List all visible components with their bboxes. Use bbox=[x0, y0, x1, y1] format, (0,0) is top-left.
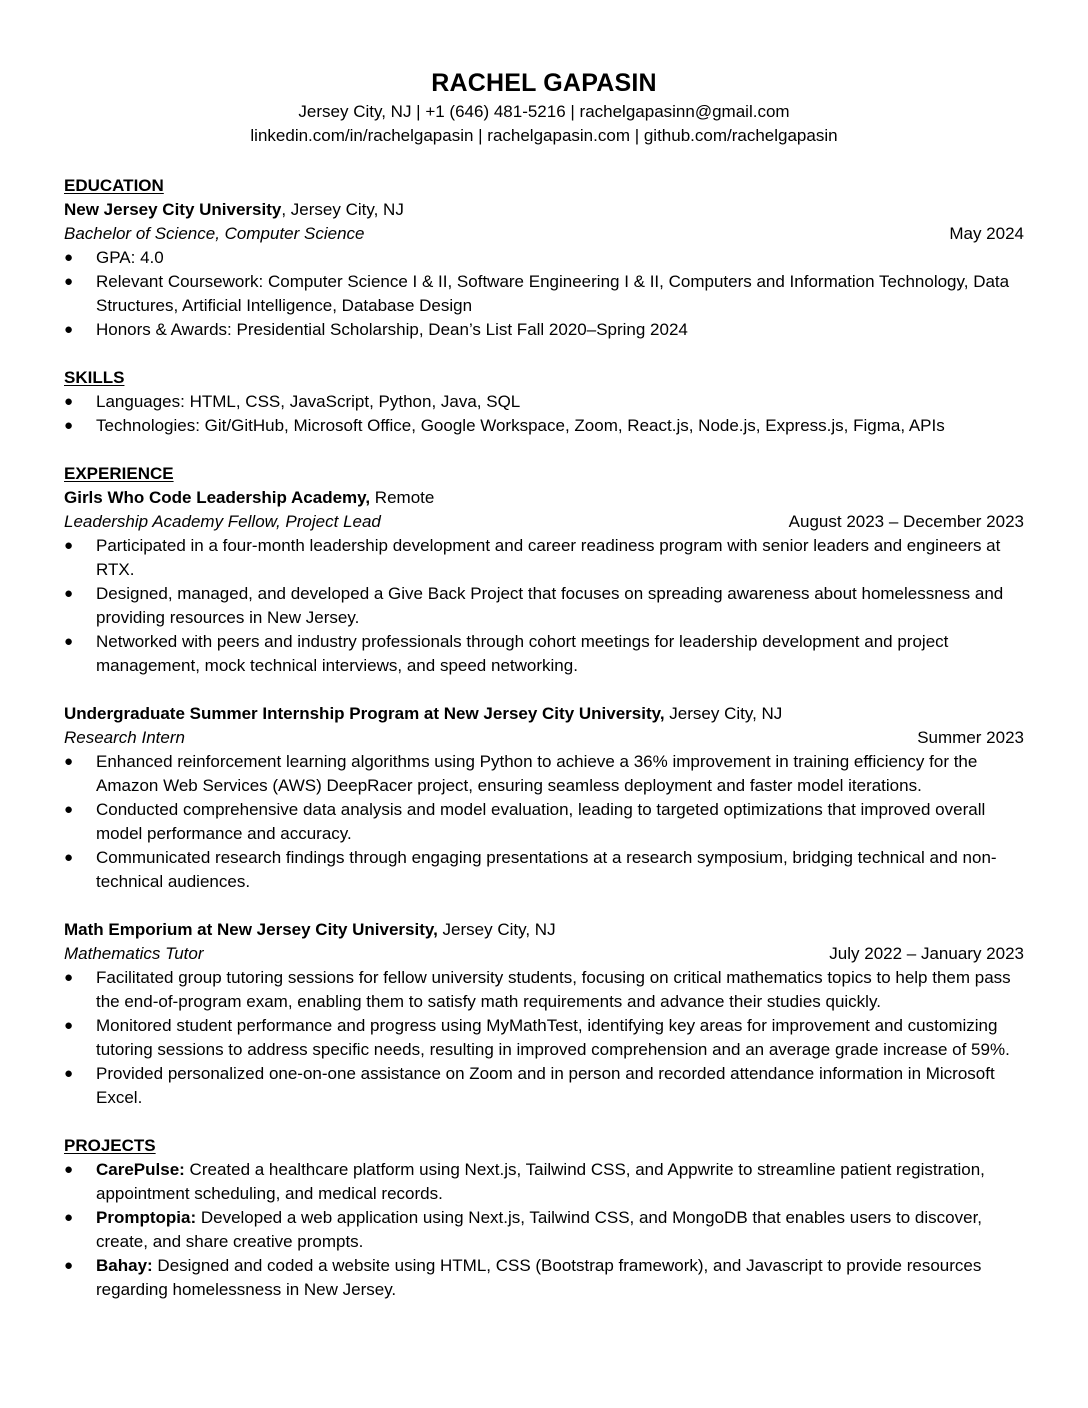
bullet-icon: ● bbox=[64, 633, 74, 650]
skills-section bbox=[64, 366, 1024, 438]
experience-entry bbox=[64, 486, 1024, 678]
contact-line-primary: Jersey City, NJ | +1 (646) 481-5216 | rachelgapasinn@gmail.com bbox=[298, 102, 790, 121]
role-row bbox=[64, 726, 1024, 750]
project-name: Bahay: bbox=[96, 1256, 153, 1275]
bullet-icon: ● bbox=[64, 849, 74, 866]
project-name: Promptopia: bbox=[96, 1208, 197, 1227]
bullet-text: Designed, managed, and developed a Give Back Project that focuses on spreading awareness about homelessness and providing resources in New Jersey. bbox=[96, 584, 1004, 627]
list-item bbox=[64, 390, 1024, 414]
experience-bullets bbox=[64, 534, 1024, 678]
list-item bbox=[64, 966, 1024, 1014]
experience-entry bbox=[64, 918, 1024, 1110]
list-item bbox=[64, 630, 1024, 678]
projects-section bbox=[64, 1134, 1024, 1302]
list-item bbox=[64, 534, 1024, 582]
candidate-name: RACHEL GAPASIN bbox=[431, 69, 657, 97]
experience-section bbox=[64, 462, 1024, 1110]
bullet-icon: ● bbox=[64, 969, 74, 986]
resume-header bbox=[64, 66, 1024, 148]
role-title: Leadership Academy Fellow, Project Lead bbox=[64, 512, 381, 531]
degree-row bbox=[64, 222, 1024, 246]
section-title-education: EDUCATION bbox=[64, 176, 164, 195]
contact-line-links: linkedin.com/in/rachelgapasin | rachelgapasin.com | github.com/rachelgapasin bbox=[250, 126, 838, 145]
org-location: Remote bbox=[370, 488, 435, 507]
org-location: Jersey City, NJ bbox=[437, 920, 556, 939]
org-name: Math Emporium at New Jersey City University, bbox=[64, 920, 438, 939]
list-item bbox=[64, 1158, 1024, 1206]
bullet-text: Provided personalized one-on-one assistance on Zoom and in person and recorded attendance information in Microsoft Excel. bbox=[96, 1064, 995, 1107]
bullet-icon: ● bbox=[64, 1017, 74, 1034]
project-description: Created a healthcare platform using Next.js, Tailwind CSS, and Appwrite to streamline patient registration, appointment scheduling, and medical records. bbox=[96, 1160, 985, 1203]
list-item bbox=[64, 582, 1024, 630]
bullet-text: Communicated research findings through engaging presentations at a research symposium, bridging technical and non-technical audiences. bbox=[96, 848, 997, 891]
list-item bbox=[64, 1062, 1024, 1110]
resume-page bbox=[64, 66, 1024, 1302]
list-item bbox=[64, 246, 1024, 270]
school-name: New Jersey City University bbox=[64, 200, 282, 219]
bullet-text: GPA: 4.0 bbox=[96, 248, 164, 267]
school-location: , Jersey City, NJ bbox=[281, 200, 404, 219]
bullet-icon: ● bbox=[64, 393, 74, 410]
role-title: Mathematics Tutor bbox=[64, 944, 204, 963]
education-school-line bbox=[64, 198, 1024, 222]
bullet-text: Participated in a four-month leadership development and career readiness program with senior leaders and engineers at RTX. bbox=[96, 536, 1001, 579]
graduation-date: May 2024 bbox=[949, 224, 1024, 243]
role-row bbox=[64, 510, 1024, 534]
bullet-text: Networked with peers and industry professionals through cohort meetings for leadership development and project management, mock technical interviews, and speed networking. bbox=[96, 632, 949, 675]
experience-bullets bbox=[64, 750, 1024, 894]
role-dates: August 2023 – December 2023 bbox=[788, 512, 1024, 531]
section-title-skills: SKILLS bbox=[64, 368, 125, 387]
project-name: CarePulse: bbox=[96, 1160, 185, 1179]
degree-name: Bachelor of Science, Computer Science bbox=[64, 224, 365, 243]
role-title: Research Intern bbox=[64, 728, 185, 747]
entry-org-line bbox=[64, 486, 1024, 510]
education-bullets bbox=[64, 246, 1024, 342]
list-item bbox=[64, 798, 1024, 846]
list-item bbox=[64, 318, 1024, 342]
bullet-text: Conducted comprehensive data analysis and model evaluation, leading to targeted optimizations that improved overall model performance and accuracy. bbox=[96, 800, 986, 843]
bullet-icon: ● bbox=[64, 753, 74, 770]
bullet-icon: ● bbox=[64, 321, 74, 338]
bullet-text: Technologies: Git/GitHub, Microsoft Office, Google Workspace, Zoom, React.js, Node.js, Express.js, Figma, APIs bbox=[96, 416, 945, 435]
bullet-text: Honors & Awards: Presidential Scholarship, Dean’s List Fall 2020–Spring 2024 bbox=[96, 320, 688, 339]
role-row bbox=[64, 942, 1024, 966]
entry-org-line bbox=[64, 702, 1024, 726]
project-description: Designed and coded a website using HTML, CSS (Bootstrap framework), and Javascript to provide resources regarding homelessness in New Jersey. bbox=[96, 1256, 982, 1299]
bullet-icon: ● bbox=[64, 417, 74, 434]
experience-entry bbox=[64, 702, 1024, 894]
bullet-icon: ● bbox=[64, 801, 74, 818]
skills-bullets bbox=[64, 390, 1024, 438]
bullet-icon: ● bbox=[64, 585, 74, 602]
role-dates: Summer 2023 bbox=[917, 728, 1024, 747]
role-dates: July 2022 – January 2023 bbox=[829, 944, 1024, 963]
bullet-icon: ● bbox=[64, 273, 74, 290]
org-name: Girls Who Code Leadership Academy, bbox=[64, 488, 371, 507]
section-title-experience: EXPERIENCE bbox=[64, 464, 174, 483]
experience-bullets bbox=[64, 966, 1024, 1110]
org-name: Undergraduate Summer Internship Program at New Jersey City University, bbox=[64, 704, 665, 723]
project-description: Developed a web application using Next.js, Tailwind CSS, and MongoDB that enables users to discover, create, and share creative prompts. bbox=[96, 1208, 983, 1251]
list-item bbox=[64, 750, 1024, 798]
bullet-text: Facilitated group tutoring sessions for fellow university students, focusing on critical mathematics topics to help them pass the end-of-program exam, enabling them to satisfy math requirements and advance their studies quickly. bbox=[96, 968, 1011, 1011]
list-item bbox=[64, 846, 1024, 894]
bullet-icon: ● bbox=[64, 537, 74, 554]
bullet-text: Languages: HTML, CSS, JavaScript, Python, Java, SQL bbox=[96, 392, 521, 411]
entry-org-line bbox=[64, 918, 1024, 942]
bullet-text: Relevant Coursework: Computer Science I & II, Software Engineering I & II, Computers and Information Technology, Data Structures, Artificial Intelligence, Database Design bbox=[96, 272, 1010, 315]
education-section bbox=[64, 174, 1024, 342]
bullet-icon: ● bbox=[64, 249, 74, 266]
projects-bullets bbox=[64, 1158, 1024, 1302]
list-item bbox=[64, 270, 1024, 318]
list-item bbox=[64, 1014, 1024, 1062]
list-item bbox=[64, 414, 1024, 438]
org-location: Jersey City, NJ bbox=[664, 704, 783, 723]
bullet-text: Enhanced reinforcement learning algorithms using Python to achieve a 36% improvement in training efficiency for the Amazon Web Services (AWS) DeepRacer project, ensuring seamless deployment and faster model iterations. bbox=[96, 752, 978, 795]
bullet-text: Monitored student performance and progress using MyMathTest, identifying key areas for improvement and customizing tutoring sessions to address specific needs, resulting in improved comprehension and an average grade increase of 59%. bbox=[96, 1016, 1010, 1059]
list-item bbox=[64, 1206, 1024, 1254]
bullet-icon: ● bbox=[64, 1065, 74, 1082]
bullet-icon: ● bbox=[64, 1257, 74, 1274]
bullet-icon: ● bbox=[64, 1209, 74, 1226]
bullet-icon: ● bbox=[64, 1161, 74, 1178]
section-title-projects: PROJECTS bbox=[64, 1136, 156, 1155]
list-item bbox=[64, 1254, 1024, 1302]
